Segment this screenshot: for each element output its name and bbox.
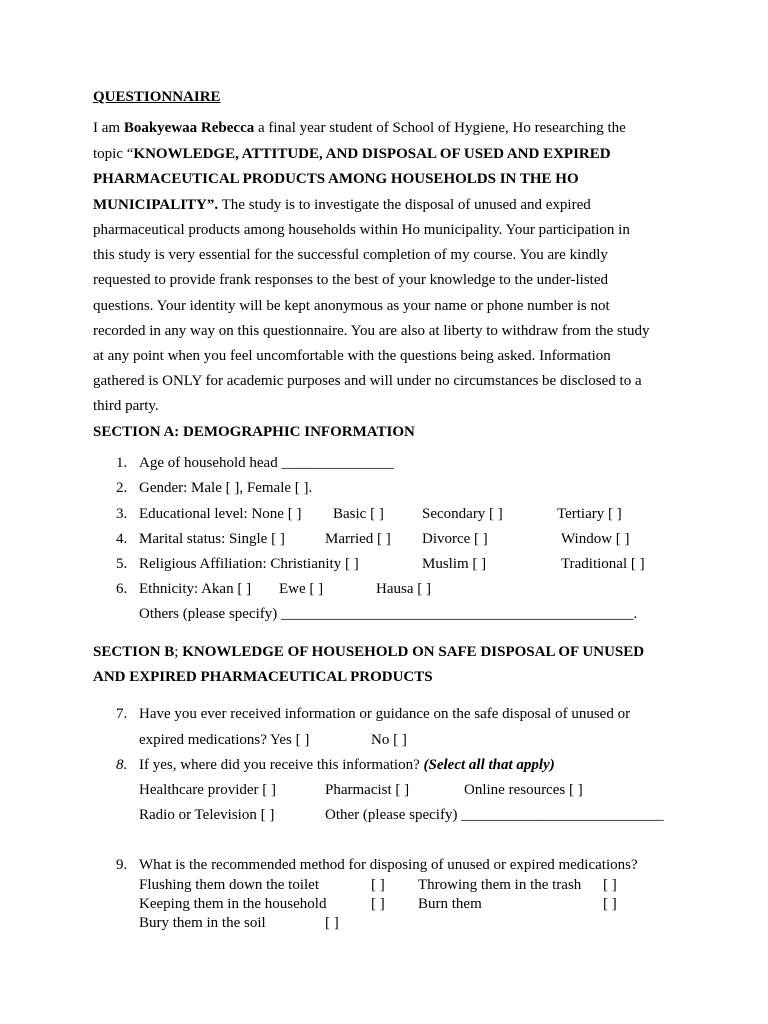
section-b-heading-line-1: SECTION B; KNOWLEDGE OF HOUSEHOLD ON SAFE DISPOSAL OF UNUSED — [93, 644, 645, 660]
q4-marital-window[interactable]: Window [ ] — [561, 531, 630, 547]
q9-number: 9. — [116, 857, 128, 873]
q6-ethnicity-others[interactable]: Others (please specify) _______________________________________________. — [139, 606, 638, 622]
intro-line-6: this study is very essential for the successful completion of my course. You are kindly — [93, 247, 608, 263]
q4-marital-divorce[interactable]: Divorce [ ] — [422, 531, 488, 547]
author-name: Boakyewaa Rebecca — [123, 120, 255, 136]
q1-number: 1. — [116, 455, 128, 471]
q2-number: 2. — [116, 480, 128, 496]
q3-education-basic[interactable]: Basic [ ] — [333, 506, 384, 522]
q6-ethnicity-hausa[interactable]: Hausa [ ] — [376, 581, 431, 597]
q5-religion-christianity[interactable]: Religious Affiliation: Christianity [ ] — [139, 556, 359, 572]
q8-pharmacist[interactable]: Pharmacist [ ] — [325, 782, 410, 798]
intro-line-11: gathered is ONLY for academic purposes and will under no circumstances be disclosed to a — [93, 373, 642, 389]
q8-radio-television[interactable]: Radio or Television [ ] — [139, 807, 275, 823]
q9-bury-checkbox[interactable]: [ ] — [325, 915, 339, 931]
section-a-heading: SECTION A: DEMOGRAPHIC INFORMATION — [93, 424, 415, 440]
q8-number: 8. — [116, 757, 128, 773]
q9-burn[interactable]: Burn them — [418, 896, 482, 912]
q9-bury[interactable]: Bury them in the soil — [139, 915, 266, 931]
intro-line-4: MUNICIPALITY”. The study is to investigate the disposal of unused and expired — [93, 197, 591, 213]
q9-trash[interactable]: Throwing them in the trash — [418, 877, 582, 893]
q8-healthcare-provider[interactable]: Healthcare provider [ ] — [139, 782, 277, 798]
q5-religion-traditional[interactable]: Traditional [ ] — [561, 556, 645, 572]
q3-education-tertiary[interactable]: Tertiary [ ] — [557, 506, 622, 522]
q4-marital-single[interactable]: Marital status: Single [ ] — [139, 531, 285, 547]
page-title: QUESTIONNAIRE — [93, 89, 221, 105]
q9-keeping[interactable]: Keeping them in the household — [139, 896, 327, 912]
section-b-heading-line-2: AND EXPIRED PHARMACEUTICAL PRODUCTS — [93, 669, 433, 685]
q3-number: 3. — [116, 506, 128, 522]
q9-burn-checkbox[interactable]: [ ] — [603, 896, 617, 912]
intro-line-1: I am Boakyewaa Rebecca a final year student of School of Hygiene, Ho researching the — [93, 120, 626, 136]
intro-line-8: questions. Your identity will be kept anonymous as your name or phone number is not — [93, 298, 610, 314]
intro-line-10: at any point when you feel uncomfortable with the questions being asked. Information — [93, 348, 611, 364]
q9-flushing-checkbox[interactable]: [ ] — [371, 877, 385, 893]
intro-line-9: recorded in any way on this questionnaire. You are also at liberty to withdraw from the study — [93, 323, 650, 339]
q4-marital-married[interactable]: Married [ ] — [325, 531, 391, 547]
q6-ethnicity-ewe[interactable]: Ewe [ ] — [279, 581, 324, 597]
q4-number: 4. — [116, 531, 128, 547]
q8-online-resources[interactable]: Online resources [ ] — [464, 782, 583, 798]
q6-ethnicity-akan[interactable]: Ethnicity: Akan [ ] — [139, 581, 252, 597]
q7-text: Have you ever received information or guidance on the safe disposal of unused or — [139, 706, 631, 722]
q6-number: 6. — [116, 581, 128, 597]
q9-flushing[interactable]: Flushing them down the toilet — [139, 877, 319, 893]
q1-text[interactable]: Age of household head _______________ — [139, 455, 394, 471]
q9-text: What is the recommended method for disposing of unused or expired medications? — [139, 857, 638, 873]
q3-education-secondary[interactable]: Secondary [ ] — [422, 506, 503, 522]
q8-note: (Select all that apply) — [423, 757, 555, 773]
q9-keeping-checkbox[interactable]: [ ] — [371, 896, 385, 912]
q3-education-none[interactable]: Educational level: None [ ] — [139, 506, 302, 522]
q7-no-option[interactable]: No [ ] — [371, 732, 407, 748]
intro-line-5: pharmaceutical products among households within Ho municipality. Your participation in — [93, 222, 630, 238]
intro-line-12: third party. — [93, 398, 159, 414]
q8-other[interactable]: Other (please specify) ___________________________ — [325, 807, 664, 823]
q5-number: 5. — [116, 556, 128, 572]
intro-line-7: requested to provide frank responses to the best of your knowledge to the under-listed — [93, 272, 608, 288]
q8-text: If yes, where did you receive this information? (Select all that apply) — [139, 757, 555, 773]
q5-religion-muslim[interactable]: Muslim [ ] — [422, 556, 487, 572]
q9-trash-checkbox[interactable]: [ ] — [603, 877, 617, 893]
q7-yes-option[interactable]: expired medications? Yes [ ] — [139, 732, 310, 748]
q7-number: 7. — [116, 706, 128, 722]
intro-line-2: topic “KNOWLEDGE, ATTITUDE, AND DISPOSAL OF USED AND EXPIRED — [93, 146, 611, 162]
q2-gender[interactable]: Gender: Male [ ], Female [ ]. — [139, 480, 313, 496]
intro-line-3: PHARMACEUTICAL PRODUCTS AMONG HOUSEHOLDS IN THE HO — [93, 171, 579, 187]
